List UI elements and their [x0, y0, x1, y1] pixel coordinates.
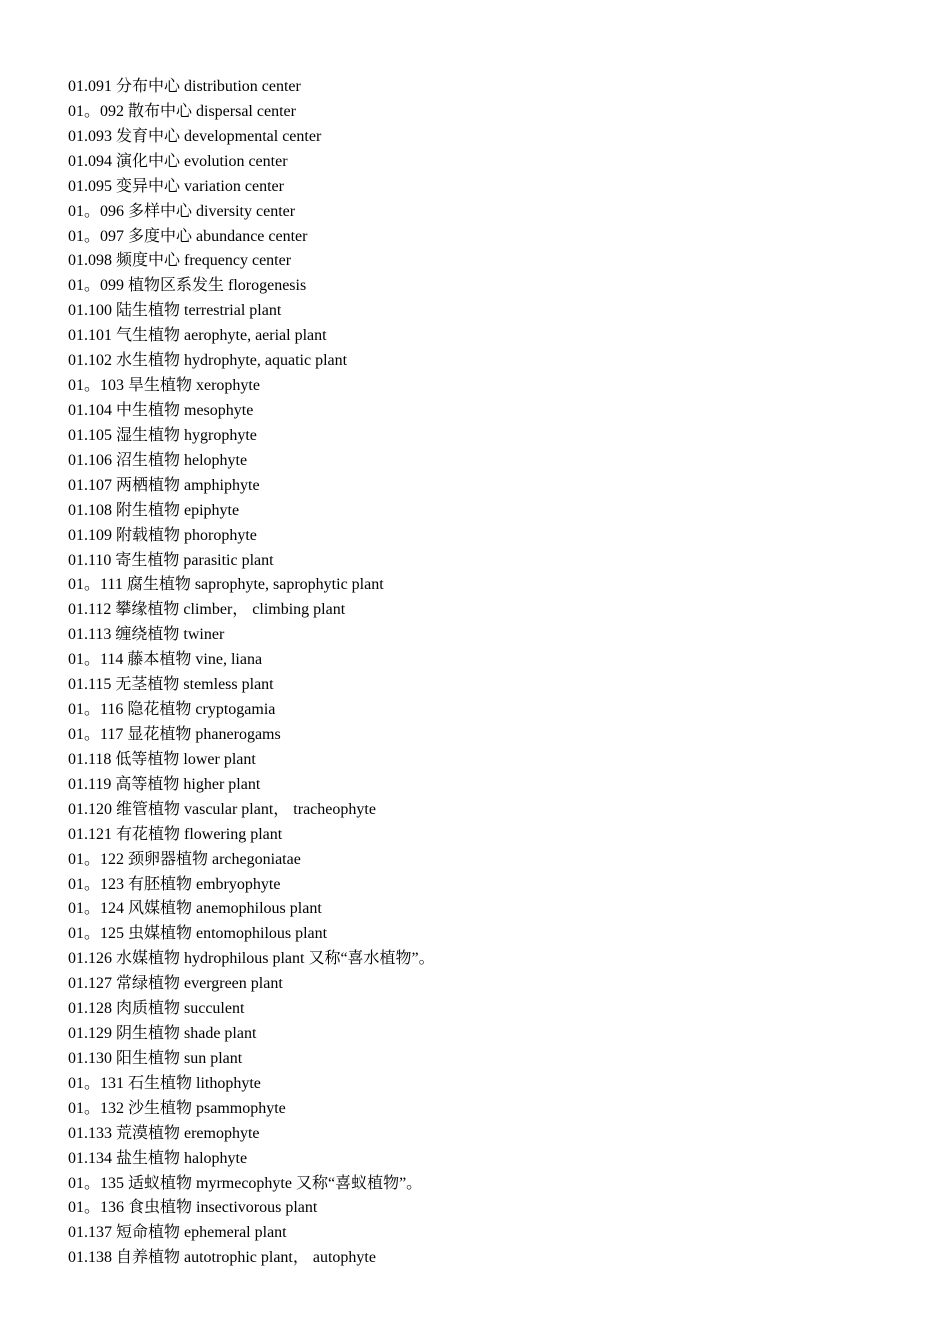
glossary-entry: 01。125 虫媒植物 entomophilous plant — [68, 925, 328, 943]
glossary-entry: 01。114 藤本植物 vine, liana — [68, 651, 263, 669]
glossary-entry: 01。116 隐花植物 cryptogamia — [68, 701, 276, 719]
glossary-entry: 01.112 攀缘植物 climber， climbing plant — [68, 601, 346, 619]
glossary-entry: 01.098 频度中心 frequency center — [68, 252, 292, 270]
glossary-entry: 01.109 附载植物 phorophyte — [68, 526, 257, 544]
glossary-entry: 01.128 肉质植物 succulent — [68, 1000, 245, 1018]
glossary-entry: 01.138 自养植物 autotrophic plant， autophyte — [68, 1249, 376, 1267]
glossary-entry: 01。097 多度中心 abundance center — [68, 227, 308, 245]
glossary-list — [68, 75, 435, 1271]
glossary-entry: 01。092 散布中心 dispersal center — [68, 102, 296, 120]
glossary-entry: 01。132 沙生植物 psammophyte — [68, 1099, 286, 1117]
glossary-entry: 01.105 湿生植物 hygrophyte — [68, 426, 257, 444]
glossary-entry: 01.119 高等植物 higher plant — [68, 775, 261, 793]
glossary-entry: 01.120 维管植物 vascular plant， tracheophyte — [68, 800, 376, 818]
glossary-entry: 01。122 颈卵器植物 archegoniatae — [68, 850, 301, 868]
glossary-entry: 01.129 阴生植物 shade plant — [68, 1025, 257, 1043]
glossary-entry: 01.101 气生植物 aerophyte, aerial plant — [68, 327, 327, 345]
glossary-entry: 01。131 石生植物 lithophyte — [68, 1074, 261, 1092]
glossary-entry: 01。136 食虫植物 insectivorous plant — [68, 1199, 318, 1217]
glossary-entry: 01.134 盐生植物 halophyte — [68, 1149, 248, 1167]
glossary-entry: 01.094 演化中心 evolution center — [68, 152, 288, 170]
glossary-entry: 01.113 缠绕植物 twiner — [68, 626, 225, 644]
glossary-entry: 01.110 寄生植物 parasitic plant — [68, 551, 274, 569]
glossary-entry: 01。103 旱生植物 xerophyte — [68, 377, 260, 395]
glossary-entry: 01。123 有胚植物 embryophyte — [68, 875, 281, 893]
glossary-entry: 01.107 两栖植物 amphiphyte — [68, 476, 260, 494]
glossary-entry: 01.095 变异中心 variation center — [68, 177, 284, 195]
glossary-entry: 01.108 附生植物 epiphyte — [68, 501, 240, 519]
glossary-entry: 01.104 中生植物 mesophyte — [68, 401, 254, 419]
glossary-entry: 01.093 发育中心 developmental center — [68, 127, 322, 145]
glossary-entry: 01。099 植物区系发生 florogenesis — [68, 277, 307, 295]
glossary-entry: 01.126 水媒植物 hydrophilous plant 又称“喜水植物”。 — [68, 950, 435, 968]
glossary-entry: 01.133 荒漠植物 eremophyte — [68, 1124, 260, 1142]
glossary-entry: 01.102 水生植物 hydrophyte, aquatic plant — [68, 352, 348, 370]
glossary-entry: 01.100 陆生植物 terrestrial plant — [68, 302, 282, 320]
glossary-entry: 01。096 多样中心 diversity center — [68, 202, 296, 220]
glossary-entry: 01.127 常绿植物 evergreen plant — [68, 975, 283, 993]
glossary-entry: 01。124 风媒植物 anemophilous plant — [68, 900, 322, 918]
glossary-entry: 01.115 无茎植物 stemless plant — [68, 676, 274, 694]
glossary-entry: 01。111 腐生植物 saprophyte, saprophytic plant — [68, 576, 384, 594]
glossary-entry: 01.130 阳生植物 sun plant — [68, 1049, 243, 1067]
glossary-entry: 01.118 低等植物 lower plant — [68, 750, 256, 768]
glossary-entry: 01。117 显花植物 phanerogams — [68, 725, 281, 743]
glossary-entry: 01。135 适蚁植物 myrmecophyte 又称“喜蚁植物”。 — [68, 1174, 423, 1192]
glossary-entry: 01.137 短命植物 ephemeral plant — [68, 1224, 287, 1242]
glossary-entry: 01.106 沼生植物 helophyte — [68, 451, 248, 469]
glossary-entry: 01.091 分布中心 distribution center — [68, 78, 301, 95]
glossary-entry: 01.121 有花植物 flowering plant — [68, 825, 283, 843]
